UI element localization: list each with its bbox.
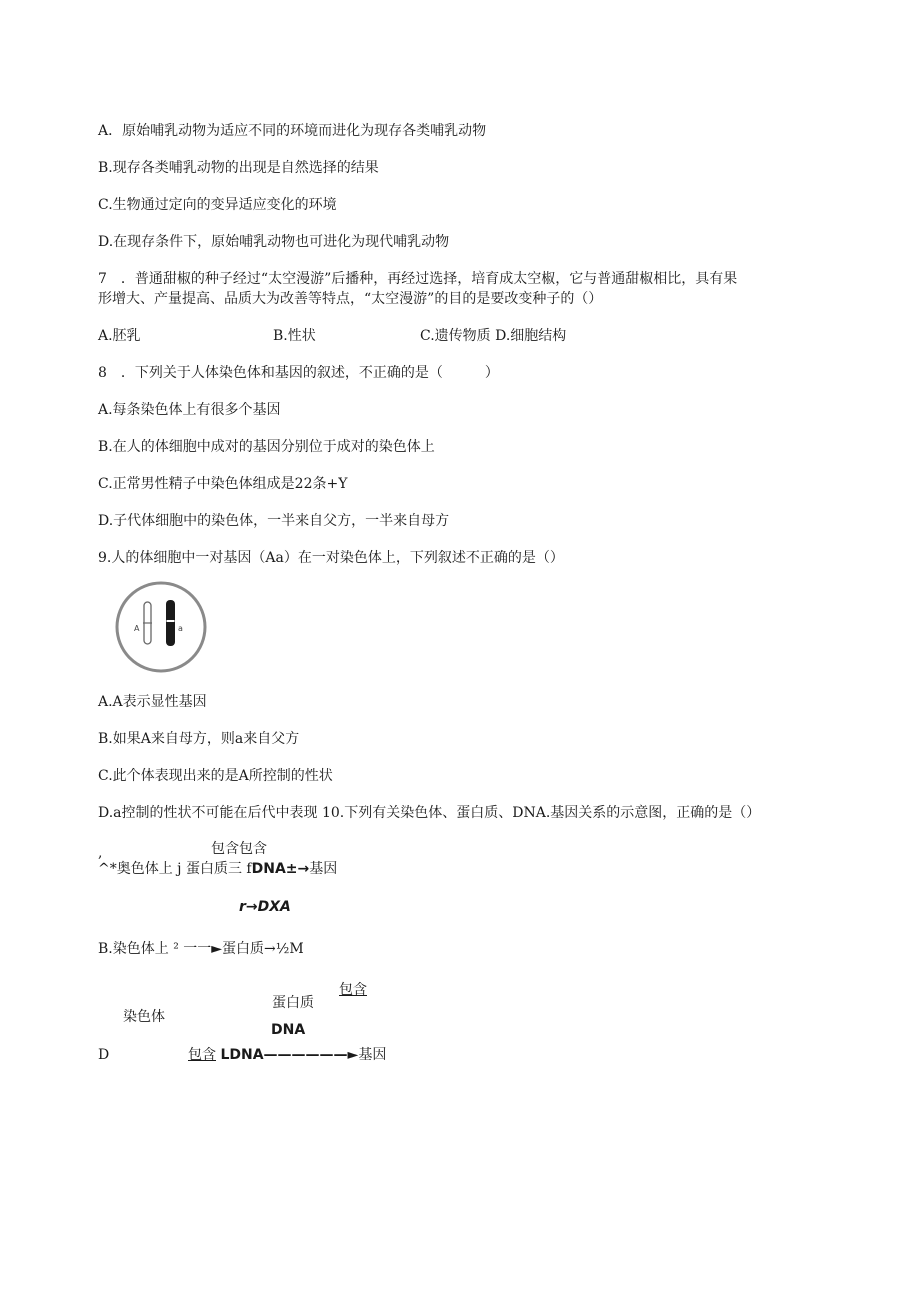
q7-stem-line2: 形增大、产量提高、品质大为改善等特点，“太空漫游”的目的是要改变种子的（） [98,291,603,307]
q8-option-c: C.正常男性精子中染色体组成是22条+Y [98,476,348,492]
q6-option-a: A．原始哺乳动物为适应不同的环境而进化为现存各类哺乳动物 [98,123,487,139]
gene-label-A: A [134,624,140,633]
q8-option-d: D.子代体细胞中的染色体，一半来自父方，一半来自母方 [98,513,450,529]
q10-a-line-prefix: ^*奥色体上 j 蛋白质三 f [98,861,252,877]
q10-d-label: D [98,1047,110,1063]
q9-option-a: A.A表示显性基因 [98,694,207,710]
q9-option-c: C.此个体表现出来的是A所控制的性状 [98,768,333,784]
chromosome-figure [110,580,212,674]
q10-d-line [188,1046,386,1064]
q10-option-b: B.染色体上 ² 一一►蛋白质→½M [98,941,304,957]
q8-option-a: A.每条染色体上有很多个基因 [98,402,281,418]
q6-option-d: D.在现存条件下，原始哺乳动物也可进化为现代哺乳动物 [98,234,450,250]
q9-option-d-and-q10-stem: D.a控制的性状不可能在后代中表现 10.下列有关染色体、蛋白质、DNA.基因关系的示意图，正确的是（） [98,805,761,821]
q9-stem: 9.人的体细胞中一对基因（Aa）在一对染色体上，下列叙述不正确的是（） [98,550,564,566]
q8-option-b: B.在人的体细胞中成对的基因分别位于成对的染色体上 [98,439,435,455]
q6-option-b: B.现存各类哺乳动物的出现是自然选择的结果 [98,160,379,176]
q8-stem: 8 ．下列关于人体染色体和基因的叙述，不正确的是（ ） [98,365,499,381]
q10-a-line [98,860,337,878]
q10-d-protein: 蛋白质 [272,995,314,1011]
q7-option-cd: C.遗传物质 D.细胞结构 [420,328,567,344]
q6-option-c: C.生物通过定向的变异适应变化的环境 [98,197,337,213]
q10-d-baohan-bottom: 包含 [188,1047,216,1063]
q10-d-baohan-top: 包含 [339,982,367,998]
gene-label-a: a [178,624,183,633]
q10-a-line-bold: DNA±→ [251,861,310,877]
q7-stem-line1: 7 ．普通甜椒的种子经过“太空漫游”后播种，再经过选择，培育成太空椒，它与普通甜椒相比，具有果 [98,271,738,287]
q10-a-sub: r→DXA [239,899,291,915]
q10-d-gene: 基因 [358,1047,387,1063]
q10-a-line-suffix: 基因 [309,861,338,877]
q10-d-arrow: ——————► [263,1047,359,1063]
q10-d-chromosome: 染色体 [123,1009,165,1025]
chromosome-pair-icon [110,580,212,674]
q7-option-b: B.性状 [273,328,316,344]
q10-a-top-mark: , [98,845,103,861]
q7-option-a: A.胚乳 [98,328,141,344]
q10-d-ldna: LDNA [220,1047,264,1063]
q10-d-dna: DNA [271,1022,306,1038]
q9-option-b: B.如果A来自母方，则a来自父方 [98,731,300,747]
q10-a-top-text: 包含包含 [211,841,267,857]
